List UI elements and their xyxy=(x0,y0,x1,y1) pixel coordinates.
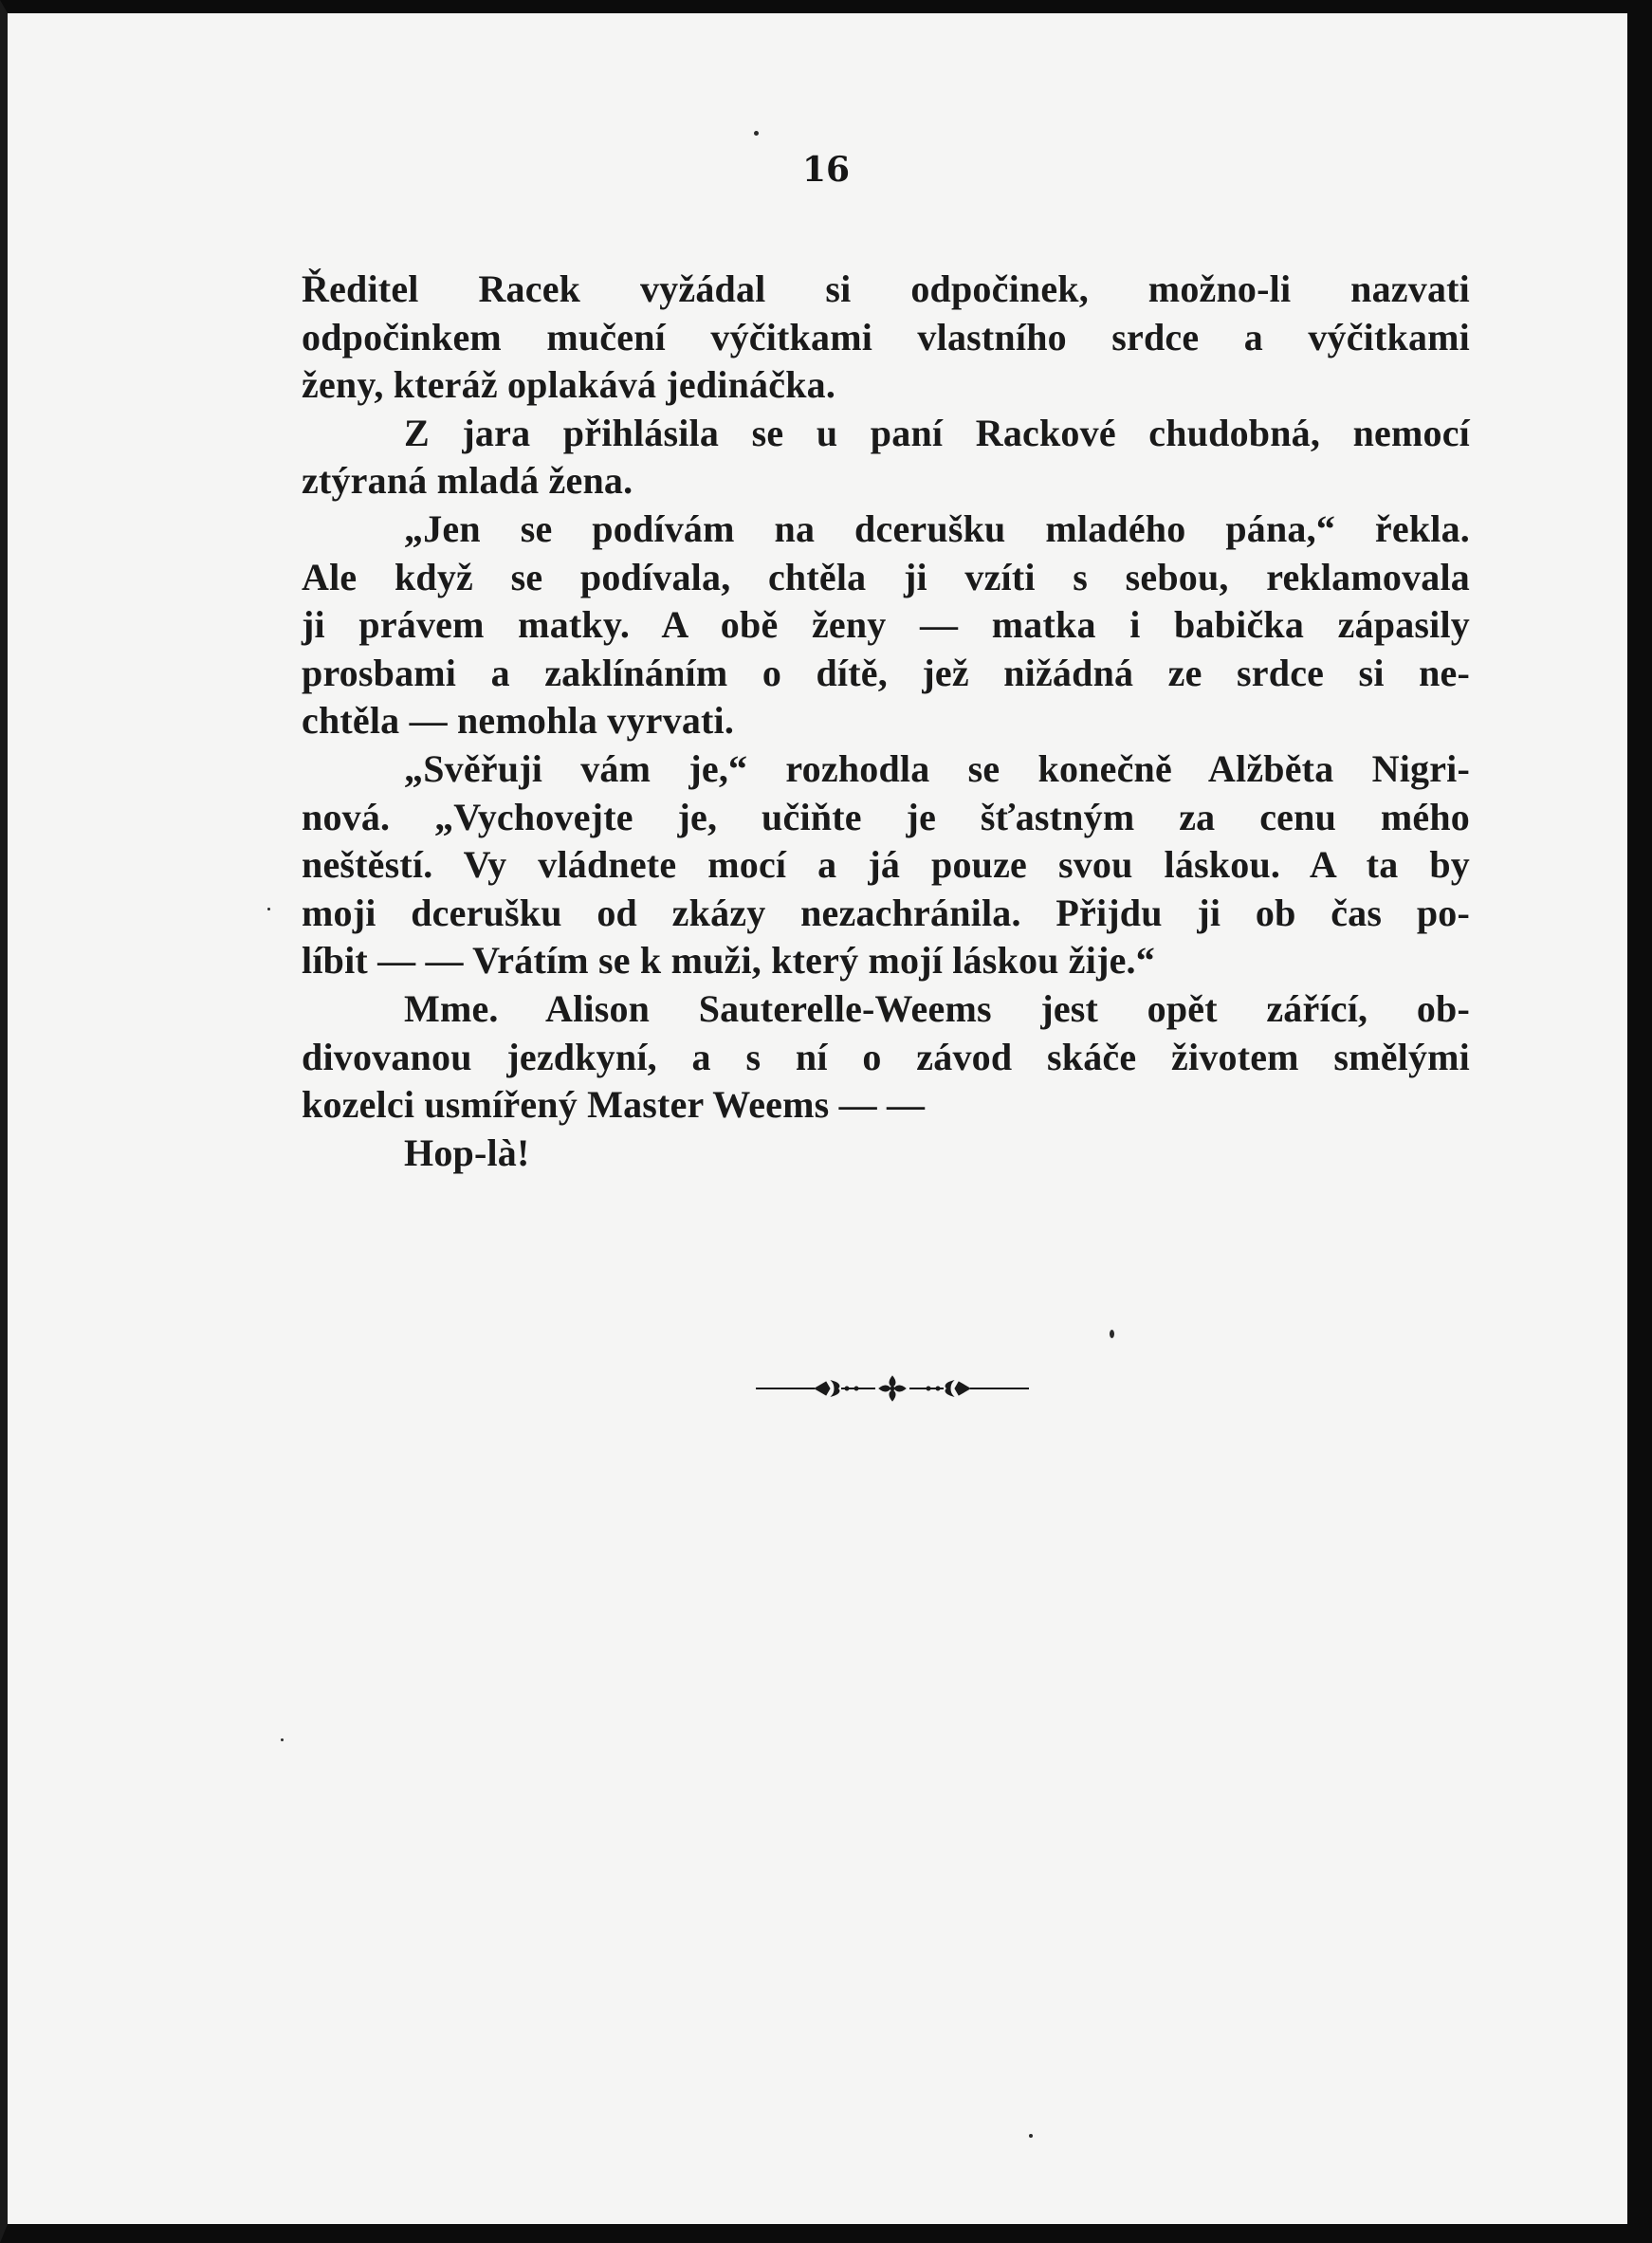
paragraph xyxy=(302,506,1470,745)
text-line: moji dcerušku od zkázy nezachránila. Přijdu ji ob čas po- xyxy=(302,891,1470,934)
text-line: ztýraná mladá žena. xyxy=(302,459,633,503)
paragraph xyxy=(302,266,1470,410)
text-line: ženy, kteráž oplakává jedináčka. xyxy=(302,363,836,407)
text-line: chtěla — nemohla vyrvati. xyxy=(302,699,735,743)
speck xyxy=(1029,2134,1033,2138)
text-line: odpočinkem mučení výčitkami vlastního srdce a výčitkami xyxy=(302,315,1470,359)
text-line: „Jen se podívám na dcerušku mladého pána,“ řekla. xyxy=(404,506,1470,550)
text-line: „Svěřuji vám je,“ rozhodla se konečně Alžběta Nigri- xyxy=(404,746,1470,790)
paragraph xyxy=(302,410,1470,506)
text-line: Hop-là! xyxy=(404,1131,530,1174)
paragraph xyxy=(302,1130,1470,1178)
speck xyxy=(754,131,759,136)
text-line: Z jara přihlásila se u paní Rackové chudobná, nemocí xyxy=(404,411,1470,454)
paragraph xyxy=(302,745,1470,985)
page-number: 16 xyxy=(801,150,851,190)
text-line: kozelci usmířený Master Weems — — xyxy=(302,1083,926,1127)
body-text xyxy=(302,266,1470,1177)
text-line: líbit — — Vrátím se k muži, který mojí láskou žije.“ xyxy=(302,939,1155,983)
text-line: divovanou jezdkyní, a s ní o závod skáče životem smělými xyxy=(302,1035,1470,1078)
text-line: Ředitel Racek vyžádal si odpočinek, možno-li nazvati xyxy=(302,267,1470,310)
paragraph xyxy=(302,985,1470,1130)
text-line: Ale když se podívala, chtěla ji vzíti s sebou, reklamovala xyxy=(302,555,1470,598)
text-line: neštěstí. Vy vládnete mocí a já pouze svou láskou. A ta by xyxy=(302,843,1470,887)
text-line: prosbami a zaklínáním o dítě, jež nižádná ze srdce si ne- xyxy=(302,651,1470,694)
speck xyxy=(281,1738,284,1741)
text-line: Mme. Alison Sauterelle-Weems jest opět zářící, ob- xyxy=(404,986,1470,1030)
printers-ornament-icon xyxy=(756,1373,1029,1404)
speck xyxy=(1110,1330,1114,1338)
text-line: nová. „Vychovejte je, učiňte je šťastným za cenu mého xyxy=(302,795,1470,838)
text-line: ji právem matky. A obě ženy — matka i babička zápasily xyxy=(302,603,1470,647)
speck xyxy=(267,908,270,910)
